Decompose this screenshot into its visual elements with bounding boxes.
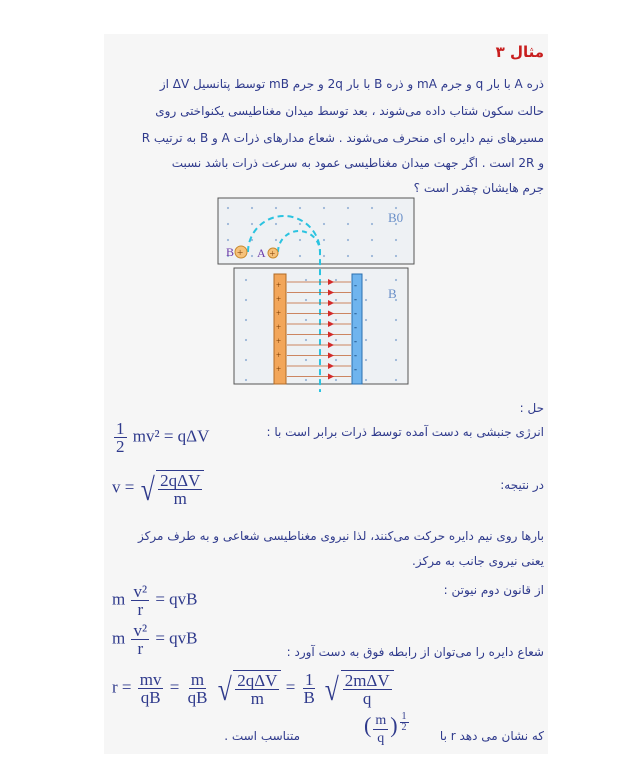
plus-sign: +: [276, 308, 282, 318]
field-dot: [335, 319, 337, 321]
minus-sign: -: [354, 350, 357, 360]
problem-line-3: مسیرهای نیم دایره ای منحرف می‌شوند . شعاع مدارهای ذرات A و B به ترتیب R: [141, 131, 544, 145]
field-dot: [245, 299, 247, 301]
result-text: در نتیجه:: [500, 478, 544, 492]
field-dot: [275, 223, 277, 225]
minus-sign: -: [354, 322, 357, 332]
plus-sign: +: [276, 280, 282, 290]
equation-velocity: v = √ $\frac{\text{2qΔV}}{m}$: [112, 470, 204, 507]
field-dot: [245, 319, 247, 321]
field-dot: [371, 239, 373, 241]
field-dot: [335, 359, 337, 361]
circular-text-1: بارها روی نیم دایره حرکت می‌کنند، لذا نیروی مغناطیسی شعاعی و به طرف مرکز: [138, 529, 544, 543]
field-dot: [347, 223, 349, 225]
field-dot: [365, 359, 367, 361]
field-dot: [365, 339, 367, 341]
field-dot: [323, 239, 325, 241]
minus-sign: -: [354, 294, 357, 304]
field-dot: [395, 319, 397, 321]
field-dot: [395, 255, 397, 257]
minus-sign: -: [354, 336, 357, 346]
field-dot: [245, 359, 247, 361]
field-dot: [245, 279, 247, 281]
field-dot: [395, 279, 397, 281]
radius-text: شعاع دایره را می‌توان از رابطه فوق به دست آورد :: [286, 645, 544, 659]
field-dot: [305, 339, 307, 341]
equation-newton-2: m $\frac{\text{v²}}{r}$ = qvB: [112, 621, 198, 658]
field-dot: [395, 359, 397, 361]
field-dot: [299, 255, 301, 257]
field-dot: [251, 207, 253, 209]
field-dot: [305, 279, 307, 281]
plus-sign: +: [276, 322, 282, 332]
field-dot: [347, 255, 349, 257]
field-dot: [227, 239, 229, 241]
field-dot: [227, 207, 229, 209]
field-dot: [305, 319, 307, 321]
field-dot: [335, 379, 337, 381]
field-dot: [395, 207, 397, 209]
field-dot: [335, 299, 337, 301]
upper-field-box: [218, 198, 414, 264]
field-dot: [275, 239, 277, 241]
particle-a-label: A: [257, 246, 266, 260]
ratio-expression: ( $\frac{m}{q}$ ) $\frac{1}{2}$: [364, 711, 407, 746]
plus-sign: +: [276, 350, 282, 360]
problem-line-1: ذره A با بار q و جرم mA و ذره B با بار 2q و جرم mB توسط پتانسیل ΔV از: [159, 77, 544, 91]
field-dot: [371, 223, 373, 225]
field-dot: [299, 223, 301, 225]
field-dot: [395, 379, 397, 381]
field-dot: [305, 299, 307, 301]
field-dot: [365, 379, 367, 381]
field-dot: [299, 239, 301, 241]
example-title: مثال ۳: [495, 43, 544, 61]
field-dot: [323, 223, 325, 225]
minus-sign: -: [354, 364, 357, 374]
field-dot: [365, 299, 367, 301]
equation-kinetic: $\frac{1}{2}$ mv² = qΔV: [116, 419, 210, 456]
field-dot: [299, 207, 301, 209]
particle-b-sign: +: [237, 247, 244, 259]
field-dot: [275, 207, 277, 209]
field-dot: [365, 279, 367, 281]
conclusion-end: متناسب است .: [224, 729, 300, 743]
field-dot: [335, 279, 337, 281]
plus-sign: +: [276, 336, 282, 346]
minus-sign: -: [354, 308, 357, 318]
solution-heading: حل :: [519, 401, 544, 415]
field-dot: [371, 207, 373, 209]
field-dot: [245, 379, 247, 381]
field-dot: [305, 359, 307, 361]
field-dot: [395, 239, 397, 241]
minus-sign: -: [354, 280, 357, 290]
particle-b-label: B: [226, 245, 235, 259]
lower-field-box: [234, 268, 408, 384]
field-dot: [347, 207, 349, 209]
problem-line-4: و 2R است . اگر جهت میدان مغناطیسی عمود به سرعت ذرات باشد نسبت: [171, 156, 544, 170]
field-dot: [395, 339, 397, 341]
field-dot: [227, 223, 229, 225]
field-dot: [251, 255, 253, 257]
field-dot: [323, 207, 325, 209]
field-dot: [365, 319, 367, 321]
field-dot: [245, 339, 247, 341]
kinetic-text: انرژی جنبشی به دست آمده توسط ذرات برابر است با :: [266, 425, 544, 439]
field-dot: [251, 223, 253, 225]
problem-line-2: حالت سکون شتاب داده می‌شوند ، بعد توسط میدان مغناطیسی یکنواختی روی: [155, 104, 544, 118]
field-dot: [347, 239, 349, 241]
newton-text: از قانون دوم نیوتن :: [443, 583, 544, 597]
particle-a-sign: +: [269, 249, 276, 260]
field-dot: [323, 255, 325, 257]
field-label-b: B: [388, 286, 397, 301]
field-label-b0: B0: [388, 210, 404, 225]
conclusion-text: که نشان می دهد r با: [439, 729, 544, 743]
plus-sign: +: [276, 294, 282, 304]
field-dot: [305, 379, 307, 381]
equation-newton-1: m $\frac{\text{v²}}{r}$ = qvB: [112, 582, 198, 619]
problem-line-5: جرم هایشان چقدر است ؟: [413, 181, 544, 195]
field-dot: [335, 339, 337, 341]
plus-sign: +: [276, 364, 282, 374]
field-dot: [371, 255, 373, 257]
circular-text-2: یعنی نیروی جانب به مرکز.: [412, 554, 544, 568]
equation-radius: r = $\frac{mv}{qB}$ = $\frac{m}{qB}$ √ $\frac{\text{2qΔV}}{m}$ = $\frac{1}{B}$ √ $\frac{\text{2mΔV}}{q}$: [112, 670, 394, 707]
